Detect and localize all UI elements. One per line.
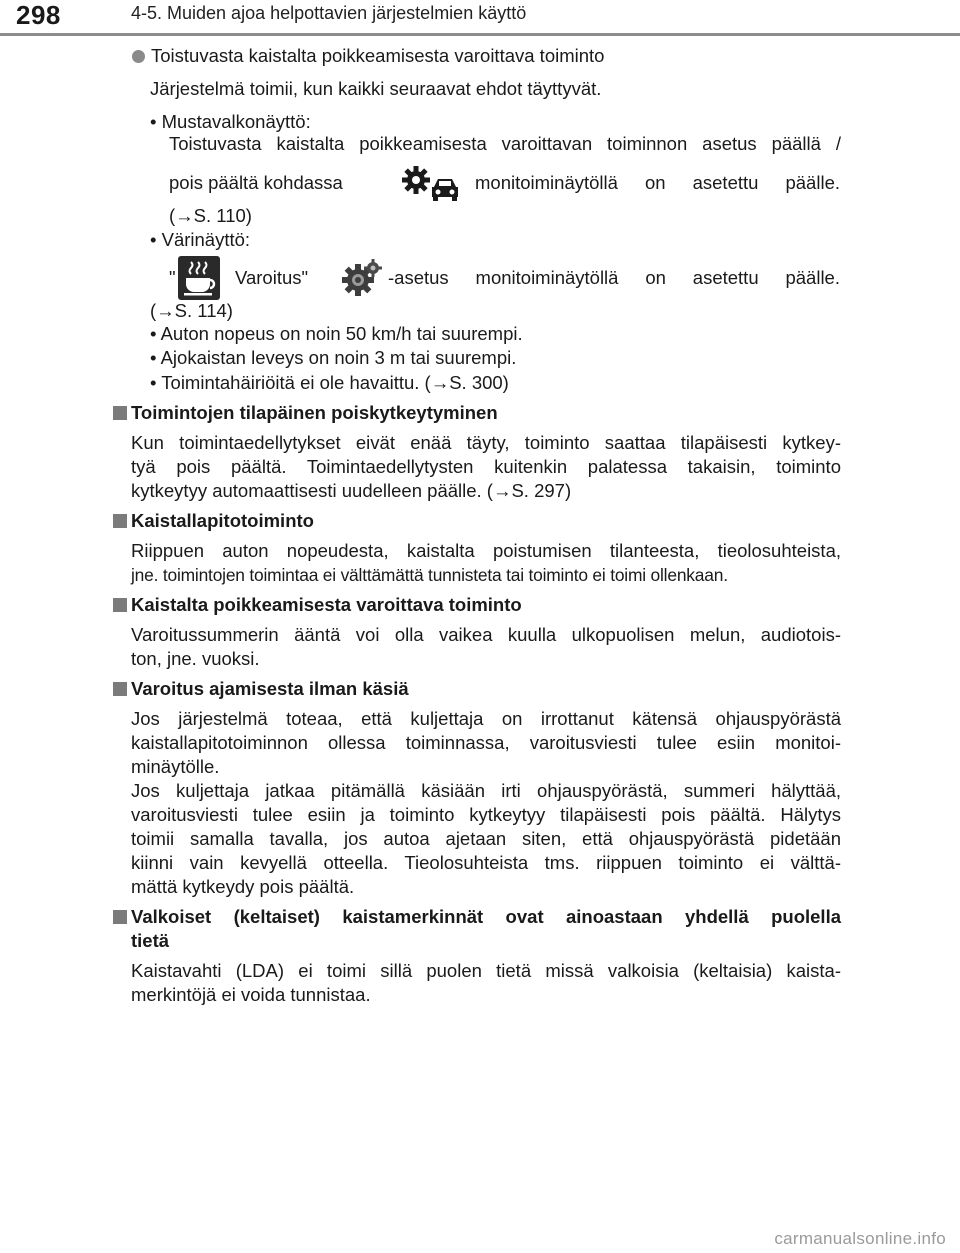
mono-display-label: • Mustavalkonäyttö: (150, 111, 311, 132)
circle-bullet-icon (132, 50, 145, 63)
watermark: carmanualsonline.info (774, 1229, 946, 1248)
paragraph-line: Jos kuljettaja jatkaa pitämällä käsiään irti ohjauspyörästä, summeri hälyttää, (131, 780, 841, 801)
bullet-speed: • Auton nopeus on noin 50 km/h tai suurempi. (150, 323, 523, 344)
mono-display-text: Toistuvasta kaistalta poikkeamisesta varoittavan toiminnon asetus päällä / (169, 133, 841, 154)
square-bullet-icon (113, 598, 127, 612)
paragraph-line: minäytölle. (131, 756, 220, 777)
bullet-fault: • Toimintahäiriöitä ei ole havaittu. (→S. 300) (150, 372, 509, 393)
color-display-ref: (→S. 114) (150, 300, 233, 321)
quote-mark: " (169, 267, 176, 288)
section-heading-cont: tietä (131, 930, 170, 951)
chapter-title: 4-5. Muiden ajoa helpottavien järjestelmien käyttö (131, 3, 527, 23)
gear-settings-icon (341, 258, 383, 298)
paragraph-line: kytkeytyy automaattisesti uudelleen päälle. (→S. 297) (131, 480, 572, 501)
mono-display-ref: (→S. 110) (169, 205, 252, 226)
section-heading: Toimintojen tilapäinen poiskytkeytyminen (131, 402, 498, 423)
varoitus-label: Varoitus" (235, 267, 309, 288)
page-header (0, 0, 960, 40)
settings-car-icon (401, 165, 459, 203)
color-display-text: -asetus monitoiminäytöllä on asetettu päälle. (388, 267, 840, 288)
section-heading: Kaistallapitotoiminto (131, 510, 314, 531)
square-bullet-icon (113, 406, 127, 420)
paragraph-line: Varoitussummerin ääntä voi olla vaikea kuulla ulkopuolisen melun, audiotois- (131, 624, 841, 645)
paragraph-line: Kaistavahti (LDA) ei toimi sillä puolen tietä missä valkoisia (keltaisia) kaista- (131, 960, 841, 981)
square-bullet-icon (113, 682, 127, 696)
square-bullet-icon (113, 910, 127, 924)
paragraph-line: ton, jne. vuoksi. (131, 648, 260, 669)
paragraph-line: Kun toimintaedellytykset eivät enää täyty, toiminto saattaa tilapäisesti kytkey- (131, 432, 841, 453)
paragraph-line: kiinni vain kevyellä otteella. Tieolosuhteista tms. riippuen toiminto ei välttä- (131, 852, 841, 873)
paragraph-line: varoitusviesti tulee esiin ja toiminto kytkeytyy tilapäisesti pois päältä. Hälytys (131, 804, 841, 825)
paragraph-line: tyä pois päältä. Toimintaedellytysten kuitenkin palatessa takaisin, toiminto (131, 456, 841, 477)
intro-lead: Järjestelmä toimii, kun kaikki seuraavat ehdot täyttyvät. (150, 78, 602, 99)
section-heading: Valkoiset (keltaiset) kaistamerkinnät ovat ainoastaan yhdellä puolella (131, 906, 841, 927)
paragraph-line: Riippuen auton nopeudesta, kaistalta poistumisen tilanteesta, tieolosuhteista, (131, 540, 841, 561)
paragraph-line: jne. toimintojen toimintaa ei välttämättä tunnisteta tai toiminto ei toimi ollenkaan. (131, 565, 728, 585)
section-heading: Varoitus ajamisesta ilman käsiä (131, 678, 409, 699)
header-divider (0, 33, 960, 36)
paragraph-line: kaistallapitotoiminnon ollessa toiminnassa, varoitusviesti tulee esiin monitoi- (131, 732, 841, 753)
coffee-cup-icon (178, 256, 220, 300)
paragraph-line: merkintöjä ei voida tunnistaa. (131, 984, 371, 1005)
paragraph-line: mättä kytkeydy pois päältä. (131, 876, 355, 897)
mono-display-text-2b: monitoiminäytöllä on asetettu päälle. (475, 172, 840, 193)
square-bullet-icon (113, 514, 127, 528)
intro-heading: Toistuvasta kaistalta poikkeamisesta varoittava toiminto (151, 45, 605, 66)
section-heading: Kaistalta poikkeamisesta varoittava toiminto (131, 594, 522, 615)
mono-display-text-2a: pois päältä kohdassa (169, 172, 343, 193)
paragraph-line: toimii samalla tavalla, jos autoa ajetaan siten, että ohjauspyörästä pidetään (131, 828, 841, 849)
color-display-label: • Värinäyttö: (150, 229, 251, 250)
bullet-lane-width: • Ajokaistan leveys on noin 3 m tai suurempi. (150, 347, 517, 368)
page-number: 298 (16, 0, 61, 30)
paragraph-line: Jos järjestelmä toteaa, että kuljettaja on irrottanut kätensä ohjauspyörästä (131, 708, 841, 729)
